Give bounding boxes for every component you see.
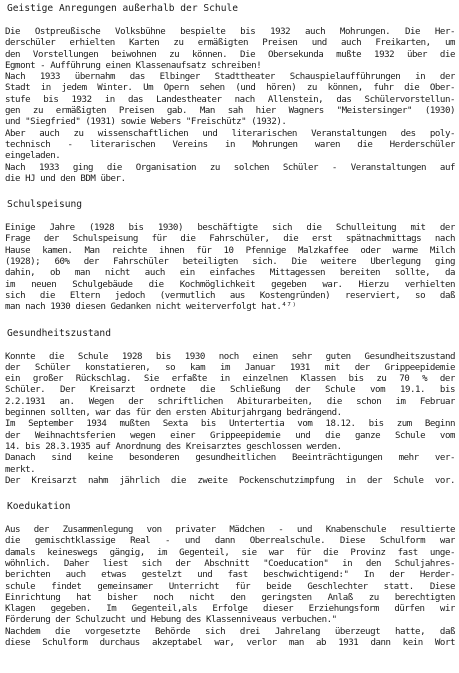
text-line: Konnte die Schule 1928 bis 1930 noch einen sehr guten Gesundheitszustand	[5, 351, 455, 362]
text-line: dahin, ob man nicht auch ein einfaches Mittagessen bereiten sollte, da	[5, 268, 455, 279]
text-line: schule findet gemeinsamer Unterricht für beide Geschlechter statt. Diese	[5, 581, 455, 592]
text-line: Der Kreisarzt nahm jährlich die zweite Pockenschutzimpfung in der Schule vor.	[5, 475, 455, 486]
text-line: technisch - literarischen Vereins in Mohrungen waren die Herderschüler	[5, 139, 455, 150]
text-line: Schüler. Der Kreisarzt ordnete die Schließung der Schule vom 19.1. bis	[5, 385, 455, 396]
section-spacer	[5, 487, 455, 500]
text-line: merkt.	[5, 464, 36, 475]
section-heading: Gesundheitszustand	[7, 327, 111, 339]
text-line: die HJ und den BDM über.	[5, 173, 126, 184]
text-line: der Schüler konstatieren, so kam im Januar 1931 mit der Grippeepidemie	[5, 362, 455, 373]
text-line: der Weihnachtsferien wegen einer Grippeepidemie und die ganze Schule vom	[5, 430, 455, 441]
text-line: im neuen Schulgebäude die Kochmöglichkeit gegeben war. Hierzu verhielten	[5, 279, 455, 290]
document-page	[5, 2, 455, 672]
text-line: gen zu ermäßigten Preisen gab. Man sah hier Wagners "Meistersinger" (1930)	[5, 106, 455, 117]
text-line: Im September 1934 mußten Sexta bis Untertertia vom 18.12. bis zum Beginn	[5, 419, 455, 430]
section-body	[5, 27, 455, 185]
section-body	[5, 352, 455, 488]
text-line: berichten auch etwas gestelzt und fast beschwichtigend:" In der Herder-	[5, 570, 455, 581]
text-line: Nachdem die vorgesetzte Behörde sich drei Jahrelang überzeugt hatte, daß	[5, 626, 455, 637]
text-line: stufe bis 1932 in das Landestheater nach Allenstein, das Schülervorstellun-	[5, 94, 455, 105]
text-line: Die Ostpreußische Volksbühne bespielte bis 1932 auch Mohrungen. Die Her-	[5, 27, 455, 37]
text-line: Hause kamen. Man reichte ihnen für 10 Pfennige Malzkaffee oder warme Milch	[5, 245, 455, 256]
text-line: Nach 1933 übernahm das Elbinger Stadttheater Schauspielaufführungen in der	[5, 72, 455, 83]
section-body	[5, 223, 455, 313]
text-line: Klagen gegeben. Im Gegenteil,als Erfolge dieser Erziehungsform dürfen wir	[5, 604, 455, 615]
text-line: Förderung der Schulzucht und Hebung des Klassenniveaus verbuchen."	[5, 615, 337, 626]
text-line: (1928); 60% der Fahrschüler beteiligten sich. Die weitere Überlegung ging	[5, 257, 455, 268]
text-line: sich die Eltern jedoch (vermutlich aus Kostengründen) reserviert, so daß	[5, 290, 455, 301]
section-body	[5, 525, 455, 649]
text-line: 14. bis 28.3.1935 auf Anordnung des Kreisarztes geschlossen werden.	[5, 441, 342, 452]
text-line: Nach 1933 ging die Organisation zu solchen Schüler - Veranstaltungen auf	[5, 162, 455, 173]
text-line: derschüler erhielten Karten zu ermäßigten Preisen und auch Freikarten, um	[5, 38, 455, 49]
text-line: Aber auch zu wissenschaftlichen und literarischen Veranstaltungen des poly-	[5, 128, 455, 139]
text-line: diese Schulform durchaus akzeptabel war, verlor man ab 1931 dann kein Wort	[5, 638, 455, 649]
text-line: Frage der Schulspeisung für die Fahrschüler, die erst spätnachmittags nach	[5, 234, 455, 245]
section-heading: Koedukation	[7, 501, 71, 513]
text-line: Einige Jahre (1928 bis 1930) beschäftigte sich die Schulleitung mit der	[5, 223, 455, 234]
section	[5, 327, 455, 501]
section	[5, 500, 455, 649]
text-line: Aus der Zusammenlegung von privater Mädchen - und Knabenschule resultierte	[5, 525, 455, 536]
text-line: ein großer Rückschlag. Sie erfaßte in einzelnen Klassen bis zu 70 % der	[5, 374, 455, 385]
text-line: Egmont - Aufführung einen Klassenaufsatz schreiben!	[5, 60, 262, 71]
section	[5, 2, 455, 198]
text-line: und "Siegfried" (1931) sowie Webers "Freischütz" (1932).	[5, 117, 287, 128]
text-line: Einrichtung hat bisher noch nicht den geringsten Anlaß zu berechtigten	[5, 592, 455, 603]
section	[5, 198, 455, 326]
text-line: eingeladen.	[5, 151, 61, 162]
text-line: die gemischtklassige Real - und dann Oberrealschule. Diese Schulform war	[5, 536, 455, 547]
text-line: 2.2.1931 an. Wegen der schriftlichen Abiturarbeiten, die schon im Februar	[5, 396, 455, 407]
section-heading: Geistige Anregungen außerhalb der Schule	[7, 3, 239, 14]
text-line: wöhnlich. Daher liest sich der Abschnitt "Coeducation" in den Schuljahres-	[5, 558, 455, 569]
text-line: beginnen sollten, war das für den ersten Abiturjahrgang bedrängend.	[5, 408, 342, 419]
section-heading: Schulspeisung	[7, 199, 83, 211]
section-spacer	[5, 314, 455, 327]
text-line: Stadt in jedem Winter. Um Opern sehen (und hören) zu können, fuhr die Ober-	[5, 83, 455, 94]
text-line: den Vorstellungen beiwohnen zu können. Die Obersekunda mußte 1932 über die	[5, 49, 455, 60]
text-line: man nach 1930 diesen Gedanken nicht weiterverfolgt hat.⁴⁷⁾	[5, 302, 297, 313]
section-spacer	[5, 185, 455, 198]
text-line: damals keineswegs gängig, im Gegenteil, sie war für die Provinz fast unge-	[5, 547, 455, 558]
text-line: Danach sind keine besonderen gesundheitlichen Beeinträchtigungen mehr ver-	[5, 453, 455, 464]
